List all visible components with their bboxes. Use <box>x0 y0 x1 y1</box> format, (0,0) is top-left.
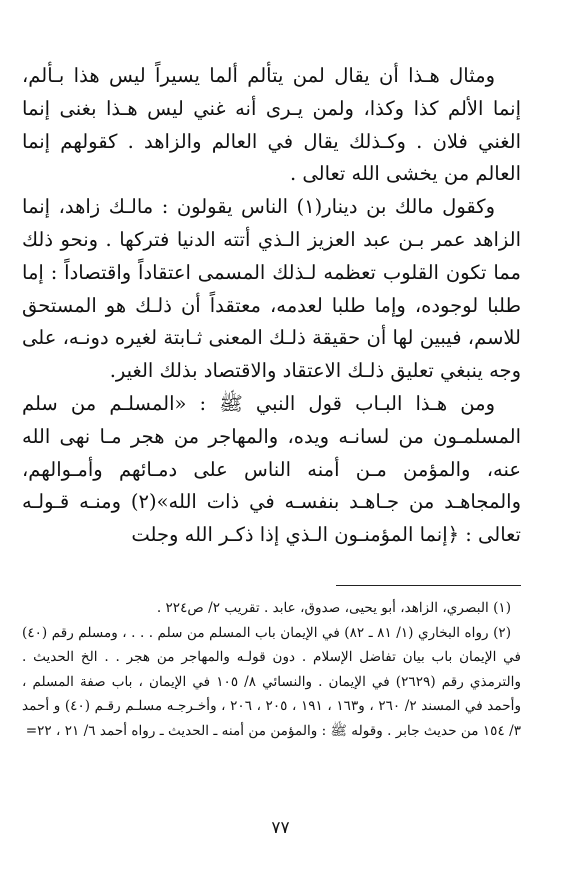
footnote-divider <box>336 585 521 586</box>
page-number: ٧٧ <box>271 818 290 838</box>
main-text <box>22 60 521 552</box>
footnote-2: (٢) رواه البخاري (١/ ٨١ ـ ٨٢) في الإيمان باب المسلم من سلم . . . ، ومسلم رقم (٤٠) في الإيمان باب بيان تفاضل الإسلام . دون قولـه والمهاجر من هجر . . الخ الحديث . والترمذي رقم (٢٦٢٩) في الإيمان . والنسائي ٨/ ١٠٥ في الإيمان ، باب صفة المسلم ، وأحمد في المسند ٢/ ٢٦٠ ، و١٦٣ ، ١٩١ ، ٢٠٥ ، ٢٠٦ ، وأخـرجـه مسلـم رقـم (٤٠) و أحمد ٣/ ١٥٤ من حديث جابر . وقوله ﷺ : والمؤمن من أمنه ـ الحديث ـ رواه أحمد ٦/ ٢١ ، ٢٢= <box>22 624 522 739</box>
paragraph-1: ومثال هـذا أن يقال لمن يتألم ألما يسيراً ليس هذا بـألم، إنما الألم كذا وكذا، ولمن يـرى أنه غني ليس هـذا بغنى إنما الغني فلان . وكـذلك يقال في العالم والزاهد . كقولهم إنما العالم من يخشى الله تعالى . <box>22 64 521 186</box>
footnotes <box>22 596 521 744</box>
paragraph-3: ومن هـذا البـاب قول النبي ﷺ : «المسلـم من سلم المسلمـون من لسانـه ويده، والمهاجر من هجر مـا نهى الله عنه، والمؤمن مـن أمنه الناس على دمـائهم وأمـوالهم، والمجاهـد من جـاهـد بنفسـه في ذات الله»(٢) ومنـه قـولـه تعالى : ﴿إنما المؤمنـون الـذي إذا ذكـر الله وجلت <box>22 391 521 547</box>
paragraph-2: وكقول مالك بن دينار(١) الناس يقولون : مالـك زاهد، إنما الزاهد عمر بـن عبد العزيز الـذي أتته الدنيا فتركها . ونحو ذلك مما تكون القلوب تعظمه لـذلك المسمى اعتقاداً واقتصاداً : إما طلبا لوجوده، وإما طلبا لعدمه، معتقداً أن ذلـك هو المستحق للاسم، فيبين لها أن حقيقة ذلـك المعنى ثـابتة لغيره دونـه، على وجه ينبغي تعليق ذلـك الاعتقاد والاقتصاد بذلك الغير. <box>22 195 521 383</box>
footnote-1: (١) البصري، الزاهد، أبو يحيى، صدوق، عابد . تقريب ٢/ ص٢٢٤ . <box>156 600 511 616</box>
